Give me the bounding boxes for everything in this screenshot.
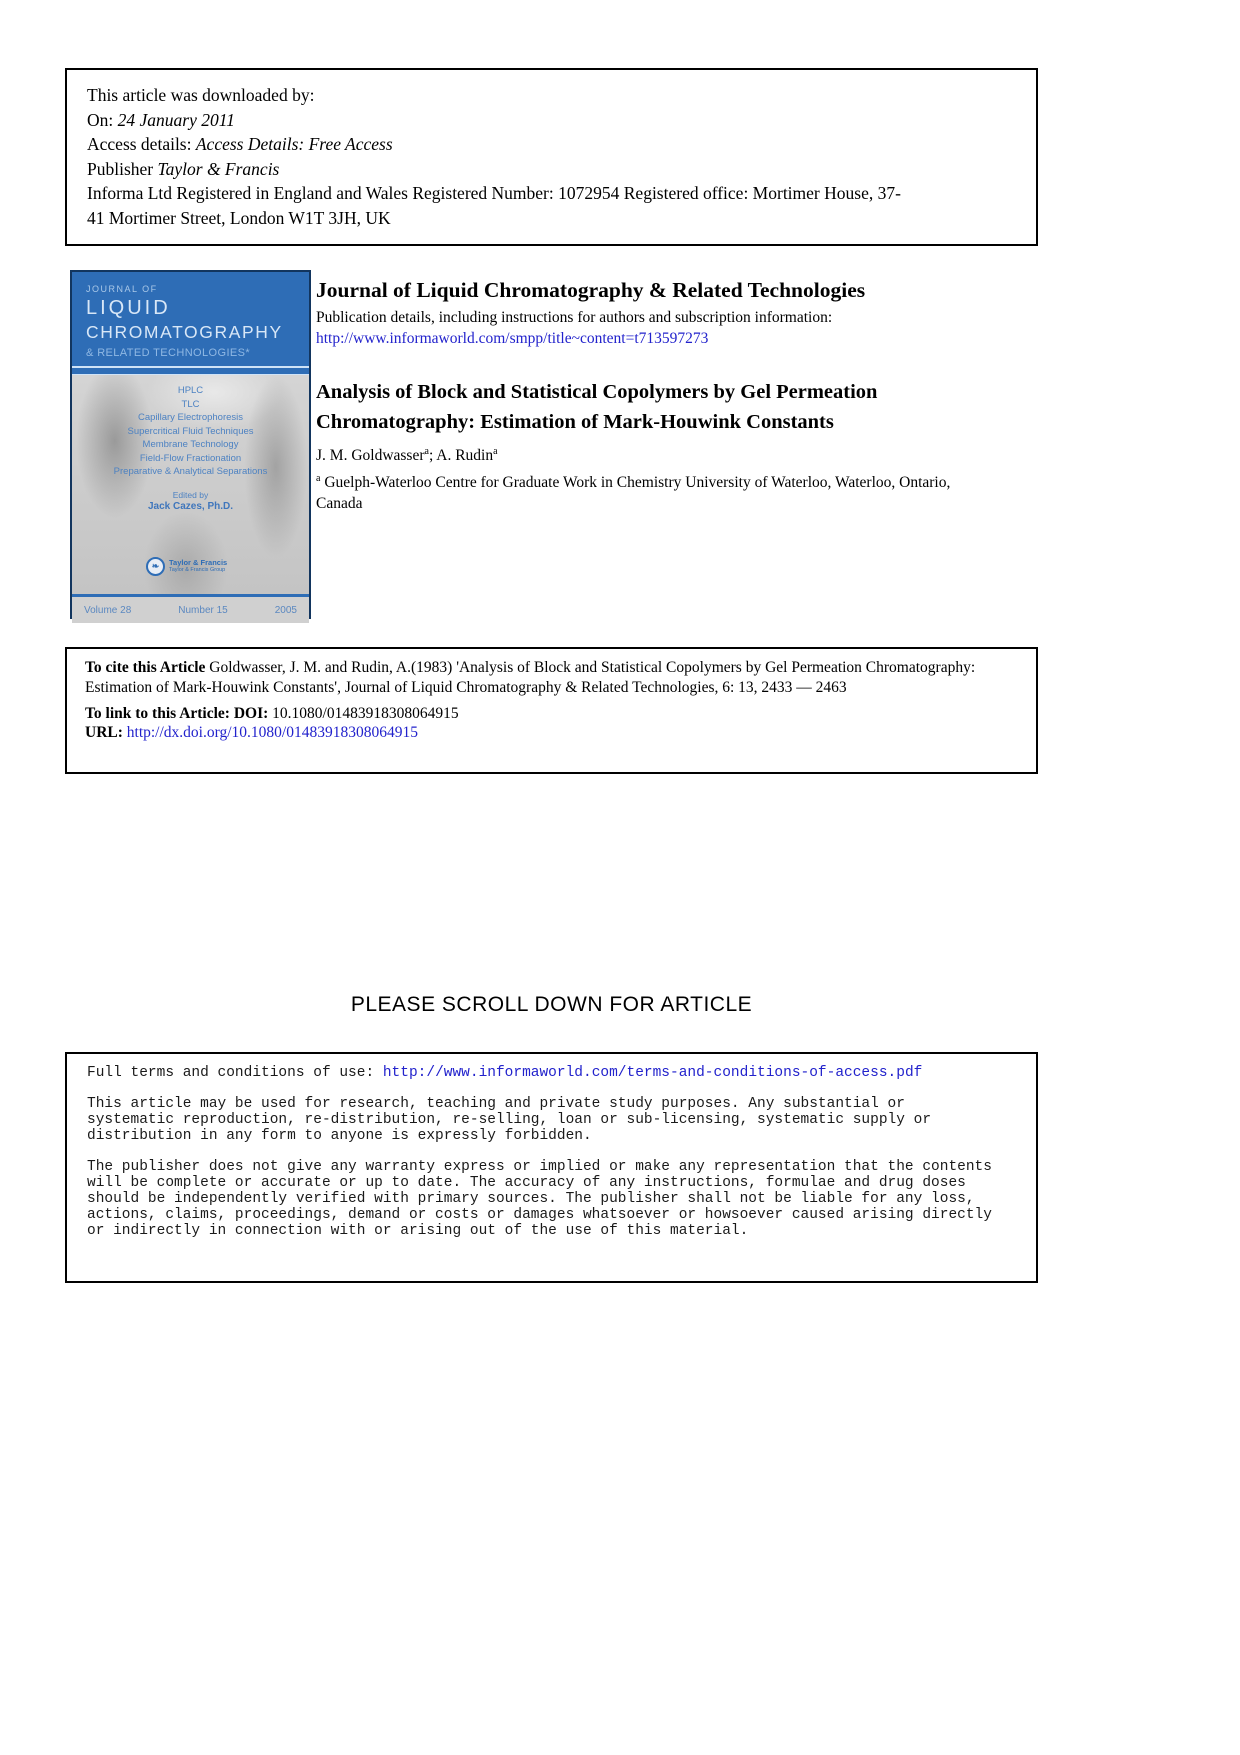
publisher-value: Taylor & Francis bbox=[157, 158, 280, 179]
terms-paragraph-1 bbox=[87, 1096, 1016, 1144]
informa-text-2: 41 Mortimer Street, London W1T 3JH, UK bbox=[87, 207, 391, 228]
cover-chromatography: CHROMATOGRAPHY bbox=[86, 322, 283, 342]
downloaded-by-text: This article was downloaded by: bbox=[87, 85, 315, 105]
taylor-francis-logo bbox=[146, 557, 227, 576]
cite-text: Goldwasser, J. M. and Rudin, A.(1983) 'Analysis of Block and Statistical Copolymers by Gel Permeation Chromatography: Estimation of Mark-Houwink Constants', Journal of Liquid Chromatography & Related Technologies, 6: 13, 2433 — 2463 bbox=[85, 659, 976, 696]
article-title-line-1: Analysis of Block and Statistical Copolymers by Gel Permeation bbox=[316, 381, 878, 403]
cover-edited-block bbox=[72, 489, 309, 513]
cover-edited-by: Edited by bbox=[172, 489, 209, 500]
informa-text-1: Informa Ltd Registered in England and Wales Registered Number: 1072954 Registered office: Mortimer House, 37- bbox=[87, 183, 901, 204]
citation-box bbox=[65, 647, 1038, 774]
cover-topic: Field-Flow Fractionation bbox=[139, 452, 242, 464]
cover-topic: TLC bbox=[181, 398, 200, 410]
cover-liquid: LIQUID bbox=[86, 297, 171, 319]
access-label: Access details: bbox=[87, 134, 196, 155]
cover-journal-of: JOURNAL OF bbox=[86, 284, 158, 294]
cover-related-technologies: & RELATED TECHNOLOGIES* bbox=[86, 347, 251, 359]
downloaded-by-line bbox=[87, 83, 1016, 108]
terms-p2-line: The publisher does not give any warranty express or implied or make any representation that the contents bbox=[87, 1159, 992, 1175]
cover-volume: Volume 28 bbox=[84, 604, 132, 616]
full-terms-label: Full terms and conditions of use: bbox=[87, 1065, 383, 1081]
terms-p2-line: should be independently verified with primary sources. The publisher shall not be liable for any loss, bbox=[87, 1191, 975, 1207]
journal-cover-image bbox=[70, 270, 311, 619]
cover-divider bbox=[72, 366, 309, 375]
publication-details-text: Publication details, including instructions for authors and subscription information: bbox=[316, 309, 833, 326]
author-2-affiliation-mark: a bbox=[493, 446, 498, 457]
url-label: URL: bbox=[85, 724, 127, 742]
author-1-affiliation-mark: a bbox=[424, 446, 429, 457]
url-line bbox=[85, 723, 1018, 743]
cover-topic: Membrane Technology bbox=[142, 439, 239, 450]
cite-label: To cite this Article bbox=[85, 659, 206, 676]
article-title bbox=[316, 378, 1016, 437]
terms-p1-line: This article may be used for research, teaching and private study purposes. Any substantial or bbox=[87, 1096, 905, 1112]
access-value: Access Details: Free Access bbox=[195, 134, 393, 155]
affiliation-text: Guelph-Waterloo Centre for Graduate Work in Chemistry University of Waterloo, Waterloo, Ontario, Canada bbox=[316, 474, 951, 513]
taylor-francis-name: Taylor & Francis bbox=[169, 558, 228, 567]
article-header-column bbox=[316, 277, 1016, 514]
terms-url-link[interactable]: http://www.informaworld.com/terms-and-conditions-of-access.pdf bbox=[382, 1065, 923, 1081]
scroll-down-notice: PLEASE SCROLL DOWN FOR ARTICLE bbox=[350, 993, 753, 1016]
cover-topic: Preparative & Analytical Separations bbox=[113, 466, 268, 477]
taylor-francis-logo-text bbox=[169, 559, 227, 574]
on-label: On: bbox=[87, 109, 118, 130]
terms-p1-line: systematic reproduction, re-distribution, re-selling, loan or sub-licensing, systematic supply or bbox=[87, 1112, 932, 1128]
journal-url-link[interactable]: http://www.informaworld.com/smpp/title~content=t713597273 bbox=[316, 330, 709, 347]
terms-p2-line: will be complete or accurate or up to date. The accuracy of any instructions, formulae and drug doses bbox=[87, 1175, 966, 1191]
terms-p2-line: or indirectly in connection with or arising out of the use of this material. bbox=[87, 1223, 749, 1239]
cover-footer bbox=[72, 594, 309, 623]
author-1: J. M. Goldwasser bbox=[316, 447, 425, 465]
cover-header bbox=[72, 272, 309, 366]
taylor-francis-group: Taylor & Francis Group bbox=[169, 567, 226, 573]
access-details-line bbox=[87, 132, 1016, 157]
article-title-line-2: Chromatography: Estimation of Mark-Houwink Constants bbox=[316, 410, 834, 433]
author-affiliation bbox=[316, 468, 996, 514]
publisher-label: Publisher bbox=[87, 158, 158, 179]
terms-box bbox=[65, 1052, 1038, 1283]
informa-line-2 bbox=[87, 206, 1016, 231]
download-date: 24 January 2011 bbox=[117, 109, 235, 130]
affiliation-mark: a bbox=[316, 473, 321, 485]
taylor-francis-icon: ❧ bbox=[146, 557, 165, 576]
doi-value: 10.1080/01483918308064915 bbox=[272, 704, 459, 722]
publisher-line bbox=[87, 157, 1016, 182]
full-terms-line bbox=[87, 1065, 1016, 1081]
cover-year: 2005 bbox=[274, 604, 297, 616]
terms-p1-line: distribution in any form to anyone is expressly forbidden. bbox=[87, 1128, 592, 1144]
download-notice-box bbox=[65, 68, 1038, 246]
article-authors bbox=[316, 442, 1016, 466]
author-2: ; A. Rudin bbox=[428, 447, 494, 465]
download-date-line bbox=[87, 108, 1016, 133]
cover-topic: Supercritical Fluid Techniques bbox=[127, 425, 254, 437]
journal-title: Journal of Liquid Chromatography & Related Technologies bbox=[316, 278, 866, 302]
cover-body bbox=[72, 375, 309, 594]
cover-topic: Capillary Electrophoresis bbox=[137, 412, 244, 423]
cover-topic: HPLC bbox=[177, 385, 204, 396]
cover-topics bbox=[72, 375, 309, 479]
cover-editor-name: Jack Cazes, Ph.D. bbox=[147, 500, 234, 512]
doi-line bbox=[85, 704, 1018, 724]
doi-url-link[interactable]: http://dx.doi.org/10.1080/01483918308064915 bbox=[126, 724, 418, 742]
cover-number: Number 15 bbox=[178, 604, 228, 616]
terms-paragraph-2 bbox=[87, 1159, 1016, 1239]
informa-line-1 bbox=[87, 181, 1016, 206]
doi-label: To link to this Article: DOI: bbox=[85, 704, 273, 722]
terms-p2-line: actions, claims, proceedings, demand or costs or damages whatsoever or howsoever caused arising directly bbox=[87, 1207, 992, 1223]
cite-article-line bbox=[85, 658, 1018, 698]
